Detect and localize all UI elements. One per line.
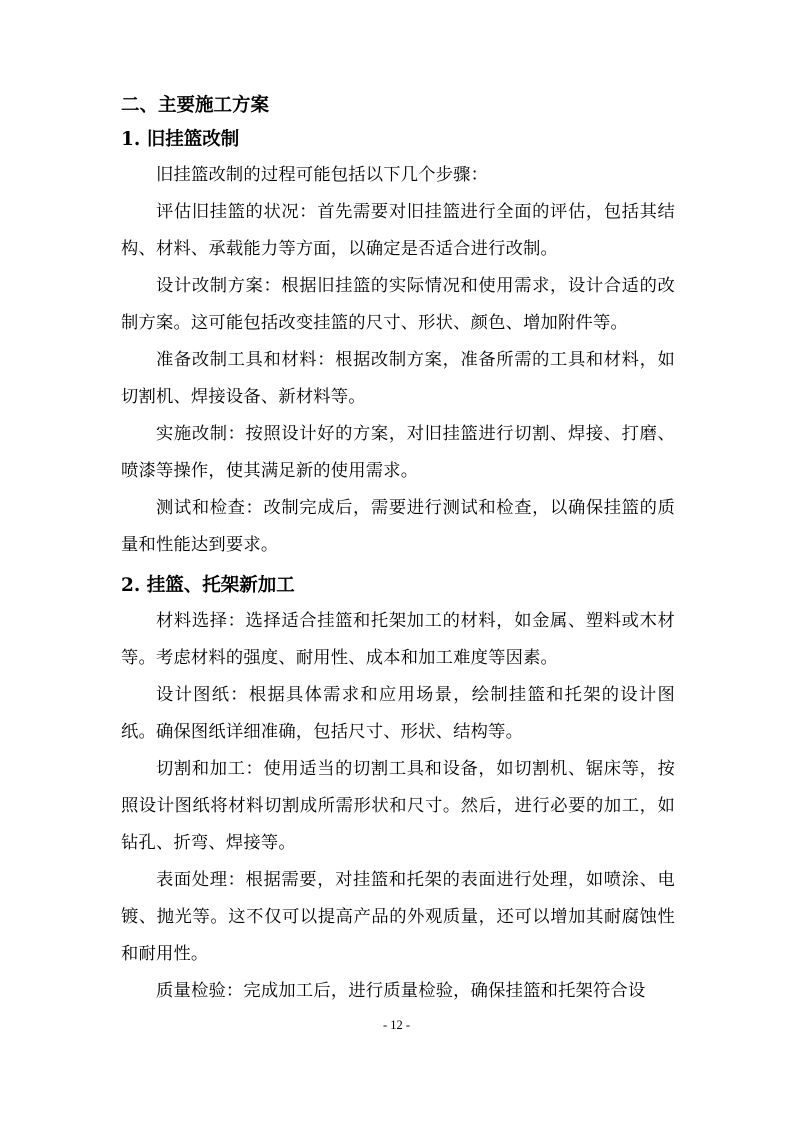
paragraph: 旧挂篮改制的过程可能包括以下几个步骤： (156, 165, 489, 185)
section-title: 二、主要施工方案 (121, 95, 270, 116)
page-number: - 12 - (382, 1018, 411, 1032)
paragraph: 表面处理：根据需要，对挂篮和托架的表面进行处理，如喷涂、电镀、抛光等。这不仅可以提高产品的外观质量，还可以增加其耐腐蚀性和耐用性。 (121, 870, 675, 964)
paragraph: 准备改制工具和材料：根据改制方案，准备所需的工具和材料，如切割机、焊接设备、新材料等。 (121, 350, 675, 407)
page-body (121, 90, 675, 1010)
paragraph: 材料选择：选择适合挂篮和托架加工的材料，如金属、塑料或木材等。考虑材料的强度、耐用性、成本和加工难度等因素。 (121, 611, 675, 668)
paragraph: 设计改制方案：根据旧挂篮的实际情况和使用需求，设计合适的改制方案。这可能包括改变挂篮的尺寸、形状、颜色、增加附件等。 (121, 276, 675, 333)
paragraph: 测试和检查：改制完成后，需要进行测试和检查，以确保挂篮的质量和性能达到要求。 (121, 498, 675, 555)
paragraph: 实施改制：按照设计好的方案，对旧挂篮进行切割、焊接、打磨、喷漆等操作，使其满足新的使用需求。 (121, 424, 675, 481)
paragraph: 设计图纸：根据具体需求和应用场景，绘制挂篮和托架的设计图纸。确保图纸详细准确，包括尺寸、形状、结构等。 (121, 685, 675, 742)
subsection-2-title: 2. 挂篮、托架新加工 (121, 575, 295, 596)
paragraph: 评估旧挂篮的状况：首先需要对旧挂篮进行全面的评估，包括其结构、材料、承载能力等方面，以确定是否适合进行改制。 (121, 202, 675, 259)
subsection-1-title: 1. 旧挂篮改制 (121, 129, 240, 150)
paragraph: 质量检验：完成加工后，进行质量检验，确保挂篮和托架符合设 (156, 981, 646, 1001)
paragraph: 切割和加工：使用适当的切割工具和设备，如切割机、锯床等，按照设计图纸将材料切割成所需形状和尺寸。然后，进行必要的加工，如钻孔、折弯、焊接等。 (121, 759, 675, 853)
